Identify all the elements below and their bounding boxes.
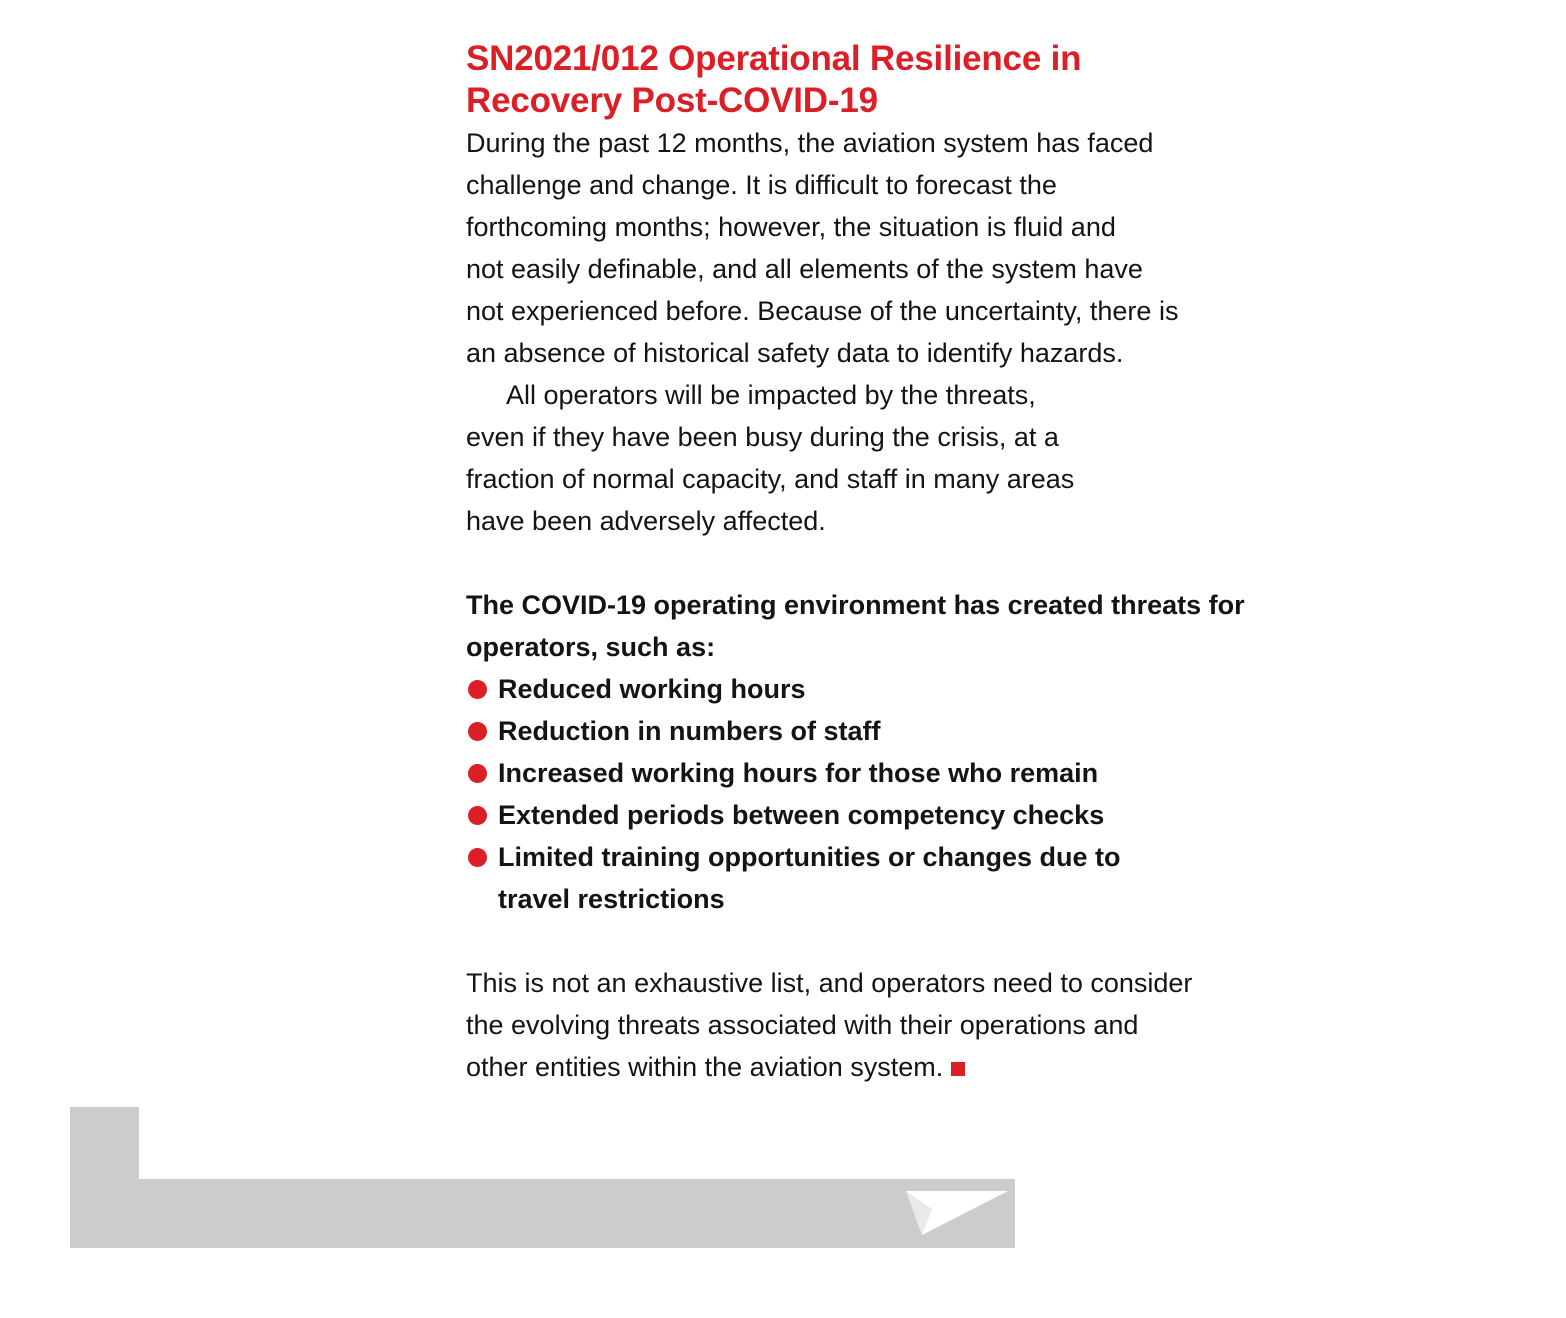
text-line: the evolving threats associated with their operations and: [466, 1010, 1139, 1040]
text-line: challenge and change. It is difficult to forecast the: [466, 170, 1057, 200]
text-line: even if they have been busy during the crisis, at a: [466, 422, 1059, 452]
closing-last-text: other entities within the aviation system.: [466, 1052, 944, 1082]
text-line: an absence of historical safety data to identify hazards.: [466, 338, 1124, 368]
text-line: not easily definable, and all elements of the system have: [466, 254, 1143, 284]
list-item-text: Reduced working hours: [498, 674, 806, 704]
text-line: have been adversely affected.: [466, 506, 826, 536]
list-item: [466, 836, 1566, 920]
list-item: [466, 710, 1566, 752]
list-item: [466, 668, 1566, 710]
list-item-text: Increased working hours for those who remain: [498, 758, 1099, 788]
footer-band: [70, 1107, 1015, 1248]
text-line: forthcoming months; however, the situation is fluid and: [466, 212, 1116, 242]
text-line: [466, 1046, 1566, 1088]
title-line: SN2021/012 Operational Resilience in: [466, 39, 1082, 78]
intro-paragraph: [466, 122, 1566, 374]
list-item-text: travel restrictions: [498, 884, 725, 914]
paragraph-gap: [466, 920, 1566, 962]
second-paragraph: [466, 374, 1566, 542]
closing-paragraph: [466, 962, 1566, 1088]
text-line: The COVID-19 operating environment has created threats for: [466, 590, 1245, 620]
bullet-dot-icon: [468, 764, 487, 783]
bullet-dot-icon: [468, 722, 487, 741]
list-item: [466, 794, 1566, 836]
text-line: operators, such as:: [466, 632, 716, 662]
threats-list: [466, 668, 1566, 920]
bullet-dot-icon: [468, 848, 487, 867]
footer-band-bottom-bar: [70, 1179, 1015, 1248]
bullet-dot-icon: [468, 680, 487, 699]
end-of-article-square-icon: [951, 1062, 965, 1076]
list-item: [466, 752, 1566, 794]
list-item-text: Limited training opportunities or changes due to: [498, 842, 1121, 872]
text-line: not experienced before. Because of the uncertainty, there is: [466, 296, 1179, 326]
paper-plane-icon: [906, 1189, 1008, 1237]
list-item-text: Extended periods between competency checks: [498, 800, 1105, 830]
bullet-dot-icon: [468, 806, 487, 825]
notice-title: [466, 38, 1566, 122]
safety-notice-article: [466, 38, 1566, 1088]
text-line: This is not an exhaustive list, and operators need to consider: [466, 968, 1193, 998]
paragraph-gap: [466, 542, 1566, 584]
text-line: During the past 12 months, the aviation system has faced: [466, 128, 1154, 158]
text-line: All operators will be impacted by the threats,: [506, 380, 1036, 410]
list-item-text: Reduction in numbers of staff: [498, 716, 881, 746]
text-line: fraction of normal capacity, and staff in many areas: [466, 464, 1075, 494]
threats-lead-paragraph: [466, 584, 1566, 668]
title-line: Recovery Post-COVID-19: [466, 81, 878, 120]
